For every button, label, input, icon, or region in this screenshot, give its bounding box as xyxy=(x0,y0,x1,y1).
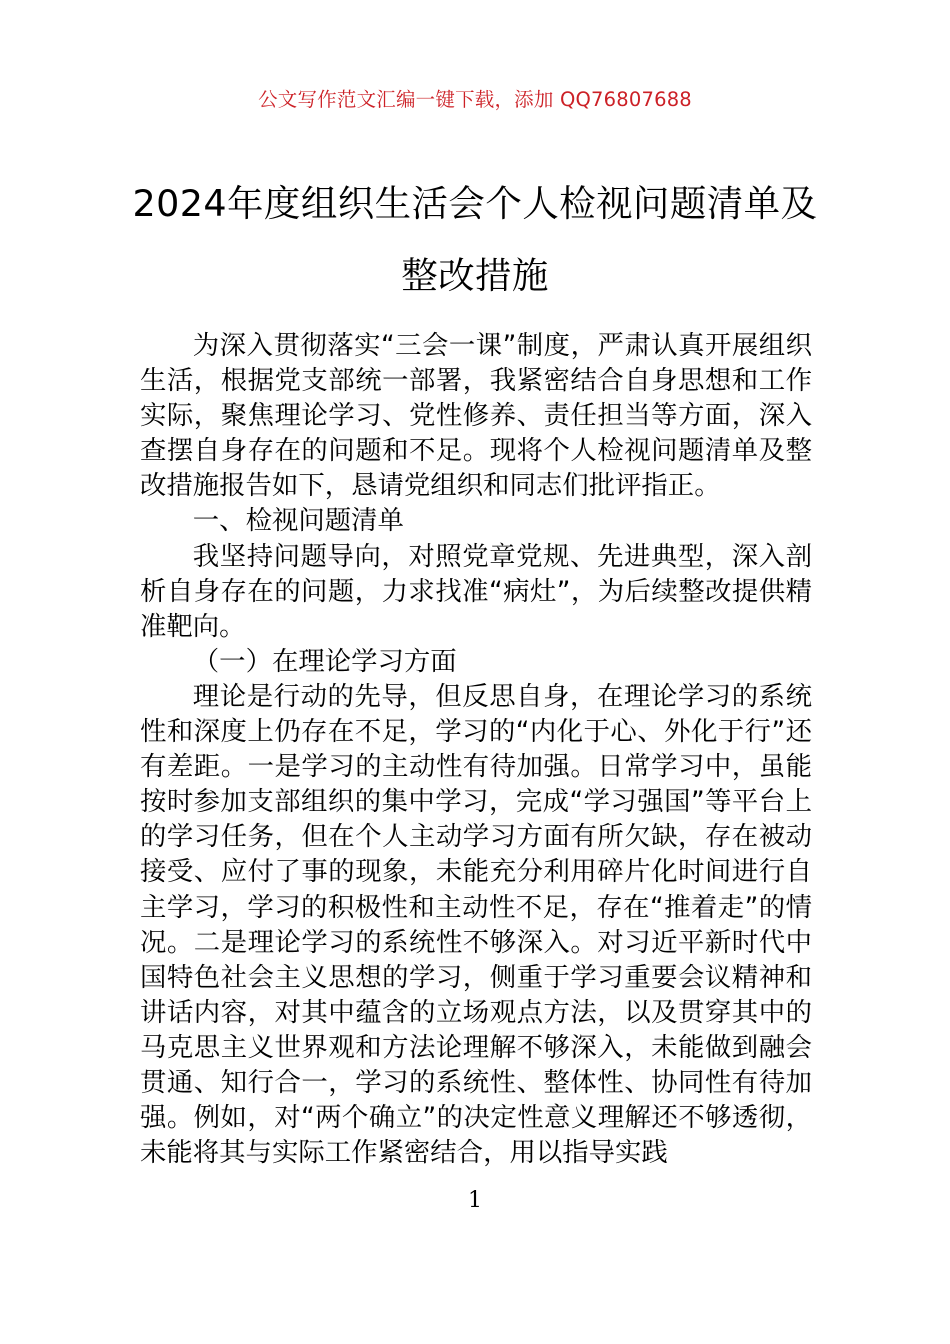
page-title-line-1: 2024年度组织生活会个人检视问题清单及 xyxy=(132,182,818,225)
page-number: 1 xyxy=(468,1188,482,1213)
paragraph-intro: 为深入贯彻落实“三会一课”制度，严肃认真开展组织生活，根据党支部统一部署，我紧密结合自身思想和工作实际，聚焦理论学习、党性修养、责任担当等方面，深入查摆自身存在的问题和不足。现将个人检视问题清单及整改措施报告如下，恳请党组织和同志们批评指正。 xyxy=(140,330,812,502)
document-body xyxy=(140,328,812,1170)
paragraph-section-1-lead: 我坚持问题导向，对照党章党规、先进典型，深入剖析自身存在的问题，力求找准“病灶”，为后续整改提供精准靶向。 xyxy=(140,540,812,642)
page-title-line-2: 整改措施 xyxy=(401,254,549,297)
section-heading-1-1: （一）在理论学习方面 xyxy=(192,645,457,677)
section-heading-1: 一、检视问题清单 xyxy=(192,505,404,537)
promo-header-text: 公文写作范文汇编一键下载，添加 QQ76807688 xyxy=(258,88,692,111)
page-title xyxy=(125,168,825,312)
paragraph-section-1-1-body: 理论是行动的先导，但反思自身，在理论学习的系统性和深度上仍存在不足，学习的“内化于心、外化于行”还有差距。一是学习的主动性有待加强。日常学习中，虽能按时参加支部组织的集中学习，完成“学习强国”等平台上的学习任务，但在个人主动学习方面有所欠缺，存在被动接受、应付了事的现象，未能充分利用碎片化时间进行自主学习，学习的积极性和主动性不足，存在“推着走”的情况。二是理论学习的系统性不够深入。对习近平新时代中国特色社会主义思想的学习，侧重于学习重要会议精神和讲话内容，对其中蕴含的立场观点方法，以及贯穿其中的马克思主义世界观和方法论理解不够深入，未能做到融会贯通、知行合一，学习的系统性、整体性、协同性有待加强。例如，对“两个确立”的决定性意义理解还不够透彻，未能将其与实际工作紧密结合，用以指导实践 xyxy=(140,680,812,1169)
